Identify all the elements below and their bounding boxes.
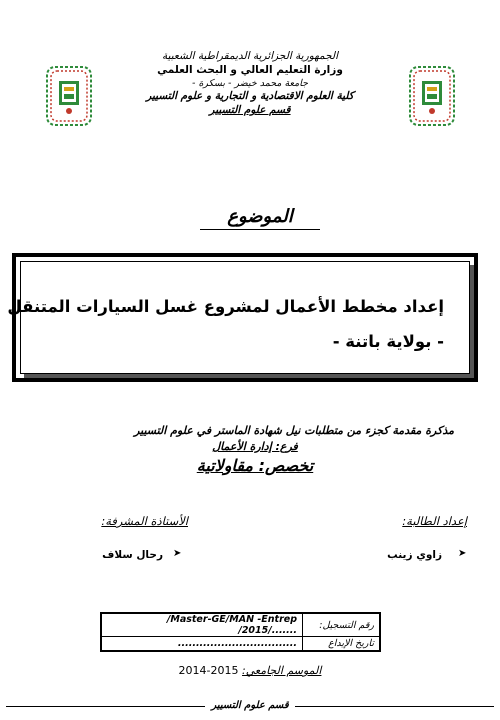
footer-department: قسم علوم التسيير <box>205 700 294 711</box>
thesis-subtitle: - بولاية باتنة - <box>332 332 444 351</box>
academic-year-label: الموسم الجامعي: <box>242 664 322 677</box>
academic-year-value: 2015-2014 <box>178 664 239 677</box>
memo-statement: مذكرة مقدمة كجزء من متطلبات نيل شهادة الماستر في علوم التسيير <box>134 424 454 437</box>
bullet-arrow-icon: ➤ <box>458 548 467 559</box>
topic-label: الموضوع <box>190 206 330 230</box>
deposit-date-label: تاريخ الإيداع <box>303 637 381 652</box>
university-emblem-icon <box>408 65 456 127</box>
header-university: جامعة محمد خيضر - بسكرة - <box>192 78 308 89</box>
registration-table <box>100 612 381 652</box>
table-row <box>101 637 380 652</box>
registration-number-label: رقم التسجيل: <box>303 613 381 637</box>
student-name: زاوي زينب <box>387 549 442 561</box>
supervisor-label: الأستاذة المشرفة: <box>101 514 188 528</box>
deposit-date: ................................. <box>101 637 303 652</box>
supervisor-name: رحال سلاف <box>102 549 163 561</box>
university-logo-left <box>45 65 93 127</box>
table-row <box>101 613 380 637</box>
academic-year <box>160 664 340 677</box>
thesis-title: إعداد مخطط الأعمال لمشروع غسل السيارات المتنقل <box>7 297 444 316</box>
bullet-arrow-icon: ➤ <box>173 548 182 559</box>
branch-label: فرع: إدارة الأعمال <box>212 440 298 453</box>
specialty-label: تخصص: مقاولاتية <box>196 456 314 475</box>
title-box <box>7 253 478 382</box>
student-label: إعداد الطالبة: <box>402 514 467 528</box>
header-faculty: كلية العلوم الاقتصادية و التجارية و علوم التسيير <box>146 90 354 102</box>
registration-number: /Master-GE/MAN -Entrep /2015/....... <box>101 613 303 637</box>
header-ministry: وزارة التعليم العالي و البحث العلمي <box>157 64 343 76</box>
footer <box>0 700 500 711</box>
header-republic: الجمهورية الجزائرية الديمقراطية الشعبية <box>161 50 339 62</box>
header-department: قسم علوم التسيير <box>209 104 291 116</box>
university-logo-right <box>408 65 456 127</box>
university-emblem-icon <box>45 65 93 127</box>
